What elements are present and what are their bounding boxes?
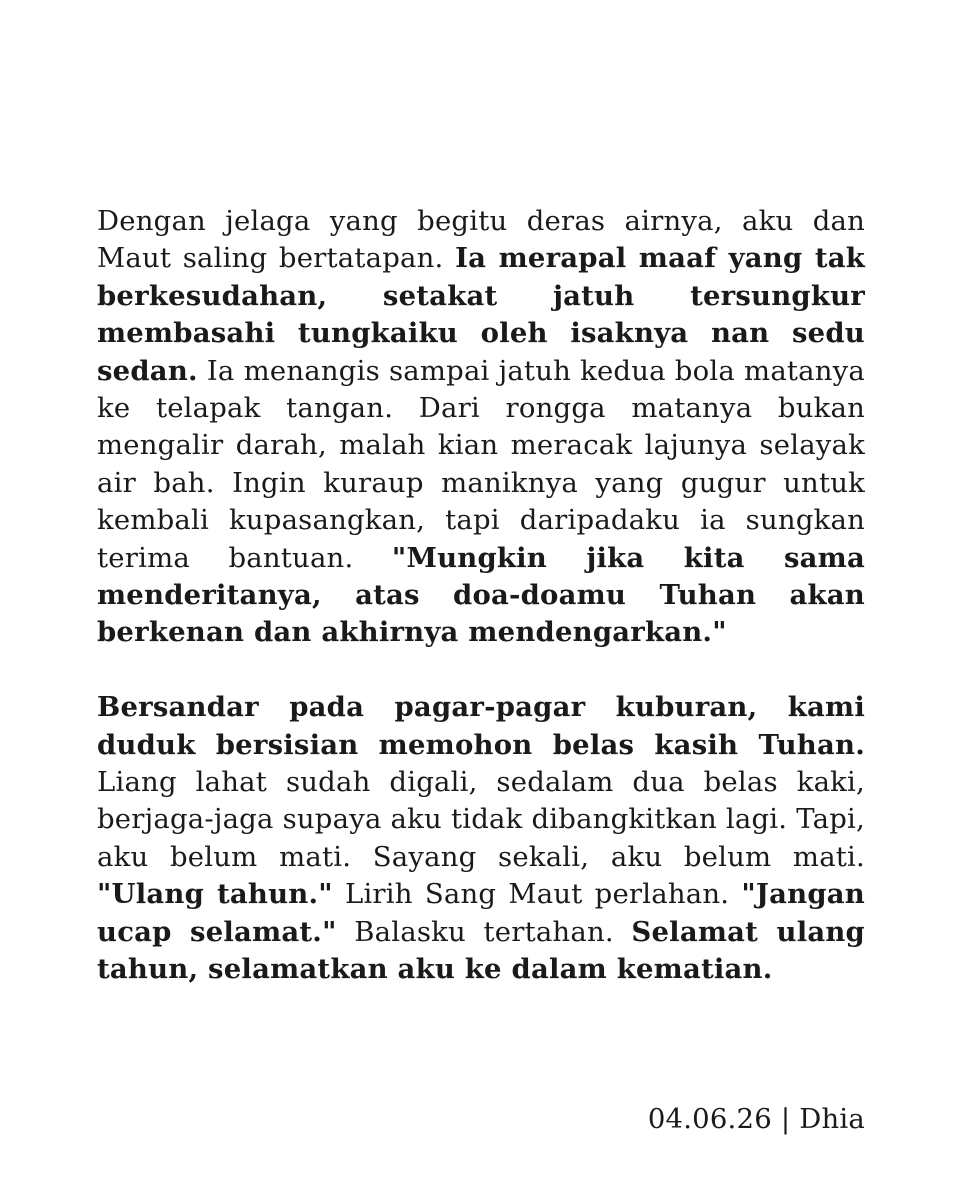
paragraph-2	[97, 689, 865, 988]
document-body	[97, 203, 865, 989]
paragraph-1-segment: Ia menangis sampai jatuh kedua bola matanya ke telapak tangan. Dari rongga matanya bukan mengalir darah, malah kian meracak lajunya selayak air bah. Ingin kuraup maniknya yang gugur untuk kembali kupasangkan, tapi daripadaku ia sungkan terima bantuan.	[97, 354, 865, 574]
paragraph-2-segment: Balasku tertahan.	[336, 915, 632, 948]
paragraph-2-segment: Liang lahat sudah digali, sedalam dua belas kaki, berjaga-jaga supaya aku tidak dibangkitkan lagi. Tapi, aku belum mati. Sayang sekali, aku belum mati.	[97, 766, 865, 873]
paragraph-2-segment-bold: Bersandar pada pagar-pagar kuburan, kami duduk bersisian memohon belas kasih Tuhan.	[97, 691, 865, 761]
paragraph-1-quote-bold: "Mungkin jika kita sama menderitanya, atas doa-doamu Tuhan akan berkenan dan akhirnya mendengarkan."	[97, 541, 865, 649]
paragraph-2-quote-bold: "Jangan ucap selamat."	[97, 878, 865, 948]
paragraph-1-segment: Dengan jelaga yang begitu deras airnya, aku dan Maut saling bertatapan.	[97, 205, 865, 275]
paragraph-2-quote-bold: "Ulang tahun."	[97, 878, 333, 911]
paragraph-1	[97, 203, 865, 652]
paragraph-2-segment: Lirih Sang Maut perlahan.	[332, 878, 742, 911]
date-signature: 04.06.26 | Dhia	[647, 1103, 865, 1135]
paragraph-1-segment-bold: Ia merapal maaf yang tak berkesudahan, setakat jatuh tersungkur membasahi tungkaiku oleh isaknya nan sedu sedan.	[97, 242, 866, 387]
paragraph-2-closing-bold: Selamat ulang tahun, selamatkan aku ke dalam kematian.	[97, 915, 865, 986]
